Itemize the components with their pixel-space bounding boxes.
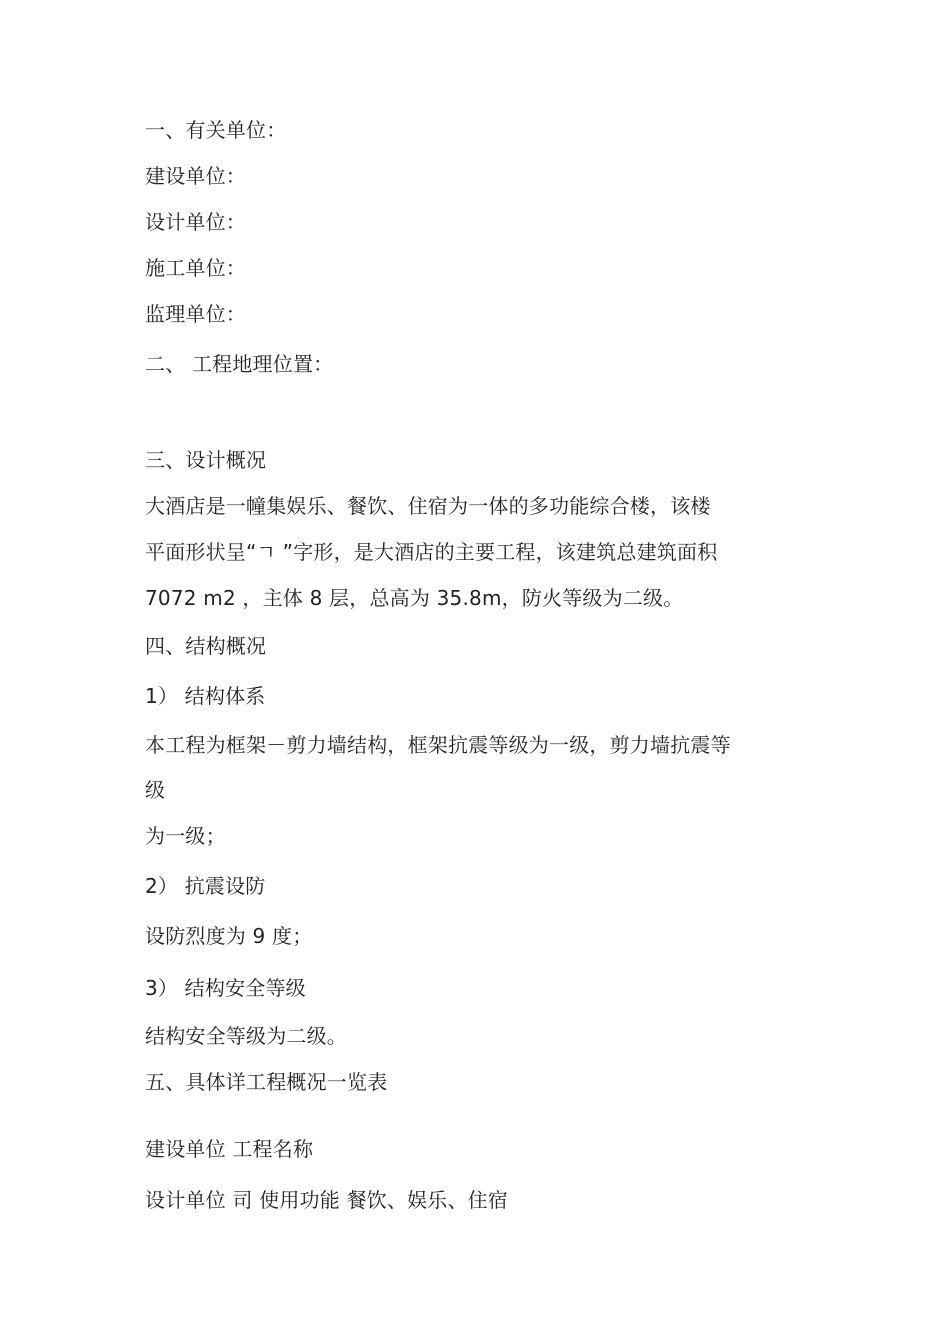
- subheading-seismic: 2） 抗震设防: [145, 874, 266, 898]
- paragraph-line: 7072 m2 ，主体 8 层，总高为 35.8m，防火等级为二级。: [145, 586, 684, 610]
- paragraph-line: 结构安全等级为二级。: [145, 1024, 347, 1048]
- section-heading-design: 三、设计概况: [145, 448, 267, 472]
- paragraph-line: 本工程为框架－剪力墙结构，框架抗震等级为一级，剪力墙抗震等: [145, 733, 731, 757]
- section-heading-structure: 四、结构概况: [145, 634, 267, 658]
- line-design-unit: 设计单位：: [145, 210, 246, 234]
- section-heading-location: 二、 工程地理位置：: [145, 352, 334, 376]
- paragraph-line: 设防烈度为 9 度；: [145, 924, 313, 948]
- subheading-structure-system: 1） 结构体系: [145, 684, 266, 708]
- line-supervision-unit: 监理单位：: [145, 302, 246, 326]
- table-row: 设计单位 司 使用功能 餐饮、娱乐、住宿: [145, 1188, 509, 1212]
- subheading-safety-level: 3） 结构安全等级: [145, 976, 306, 1000]
- line-construction-unit: 建设单位：: [145, 164, 246, 188]
- paragraph-line: 平面形状呈“ㄱ ”字形，是大酒店的主要工程，该建筑总建筑面积: [145, 540, 718, 564]
- paragraph-line: 大酒店是一幢集娱乐、餐饮、住宿为一体的多功能综合楼，该楼: [145, 494, 711, 518]
- section-heading-overview: 五、具体详工程概况一览表: [145, 1070, 388, 1094]
- section-heading-units: 一、有关单位：: [145, 118, 287, 142]
- line-builder-unit: 施工单位：: [145, 256, 246, 280]
- paragraph-line: 为一级；: [145, 824, 226, 848]
- table-row: 建设单位 工程名称: [145, 1137, 314, 1161]
- paragraph-line: 级: [145, 778, 166, 802]
